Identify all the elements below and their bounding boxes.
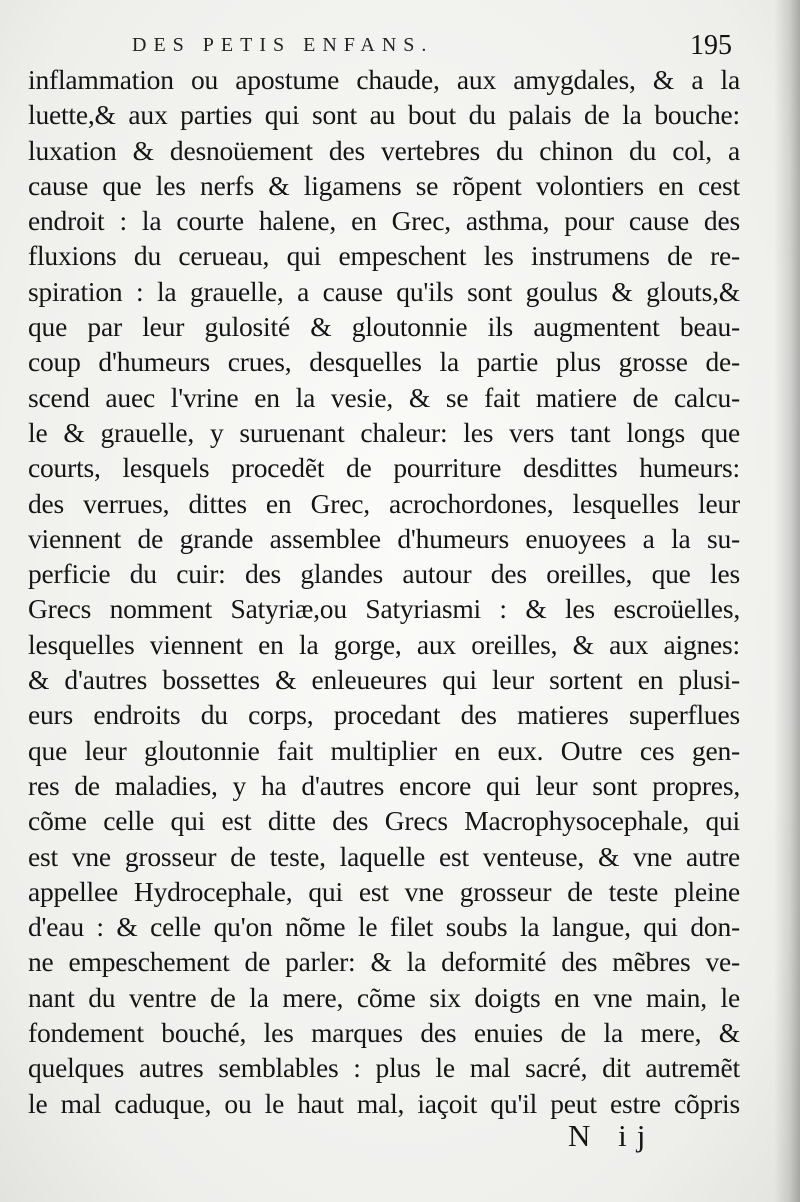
text-line: que par leur gulosité & gloutonnie ils augmentent beau- [28, 311, 740, 343]
text-line: le mal caduque, ou le haut mal, iaçoit qu'il peut estre cõpris [28, 1087, 740, 1119]
text-line: coup d'humeurs crues, desquelles la partie plus grosse de- [28, 346, 740, 378]
text-line: spiration : la grauelle, a cause qu'ils sont goulus & glouts,& [28, 275, 740, 307]
text-line: Grecs nomment Satyriæ,ou Satyriasmi : & les escroüelles, [28, 593, 740, 625]
running-head [132, 30, 732, 60]
text-line: fluxions du cerueau, qui empeschent les instrumens de re- [28, 240, 740, 272]
text-line: nant du ventre de la mere, cõme six doigts en vne main, le [28, 981, 740, 1013]
text-line: ne empeschement de parler: & la deformité des mẽbres ve- [28, 946, 740, 978]
text-line: perficie du cuir: des glandes autour des oreilles, que les [28, 558, 740, 590]
text-line: courts, lesquels procedẽt de pourriture desdittes humeurs: [28, 452, 740, 484]
text-line: fondement bouché, les marques des enuies de la mere, & [28, 1017, 740, 1049]
signature-mark: N ij [568, 1118, 656, 1153]
text-line: appellee Hydrocephale, qui est vne grosseur de teste pleine [28, 875, 740, 907]
text-line: que leur gloutonnie fait multiplier en eux. Outre ces gen- [28, 734, 740, 766]
text-line: inflammation ou apostume chaude, aux amygdales, & a la [28, 64, 740, 95]
text-line: luxation & desnoüement des vertebres du chinon du col, a [28, 134, 740, 166]
running-title: DES PETIS ENFANS. [132, 34, 434, 56]
text-line: est vne grosseur de teste, laquelle est venteuse, & vne autre [28, 840, 740, 872]
text-line: luette,& aux parties qui sont au bout du palais de la bouche: [28, 99, 740, 131]
text-line: lesquelles viennent en la gorge, aux oreilles, & aux aignes: [28, 628, 740, 660]
text-line: cõme celle qui est ditte des Grecs Macrophysocephale, qui [28, 805, 740, 837]
page-edge-shadow [774, 0, 800, 1202]
text-line: cause que les nerfs & ligamens se rõpent volontiers en cest [28, 169, 740, 201]
body-text [28, 62, 740, 1121]
text-line: eurs endroits du corps, procedant des matieres superflues [28, 699, 740, 731]
text-line: viennent de grande assemblee d'humeurs enuoyees a la su- [28, 522, 740, 554]
text-line: d'eau : & celle qu'on nõme le filet soubs la langue, qui don- [28, 911, 740, 943]
text-line: quelques autres semblables : plus le mal sacré, dit autremẽt [28, 1052, 740, 1084]
text-line: res de maladies, y ha d'autres encore qui leur sont propres, [28, 769, 740, 801]
text-line: endroit : la courte halene, en Grec, asthma, pour cause des [28, 205, 740, 237]
text-line: le & grauelle, y suruenant chaleur: les vers tant longs que [28, 416, 740, 448]
text-line: & d'autres bossettes & enleueures qui leur sortent en plusi- [28, 664, 740, 696]
text-line: scend auec l'vrine en la vesie, & se fait matiere de calcu- [28, 381, 740, 413]
text-line: des verrues, dittes en Grec, acrochordones, lesquelles leur [28, 487, 740, 519]
page-number: 195 [690, 30, 732, 61]
